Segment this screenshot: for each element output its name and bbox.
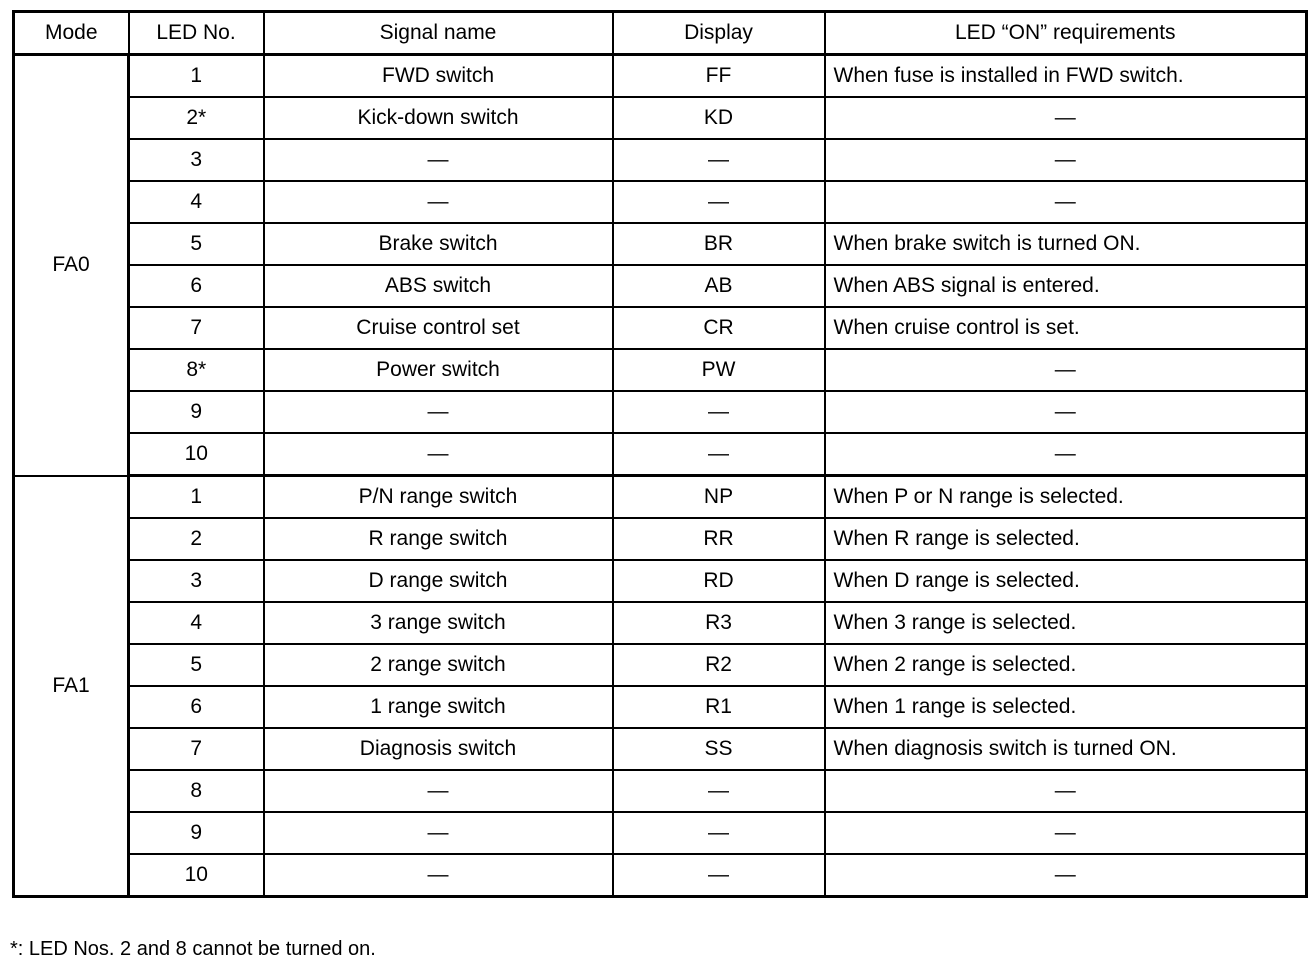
- signal-name-cell: —: [264, 854, 613, 897]
- requirement-cell: When diagnosis switch is turned ON.: [825, 728, 1307, 770]
- display-cell: R3: [613, 602, 825, 644]
- requirement-cell: When D range is selected.: [825, 560, 1307, 602]
- mode-cell: FA1: [14, 476, 129, 897]
- requirement-cell: When cruise control is set.: [825, 307, 1307, 349]
- signal-name-cell: —: [264, 812, 613, 854]
- requirement-cell: —: [825, 139, 1307, 181]
- table-row: [14, 391, 1307, 433]
- display-cell: —: [613, 812, 825, 854]
- display-cell: R2: [613, 644, 825, 686]
- led-number-cell: 6: [129, 686, 264, 728]
- signal-name-cell: D range switch: [264, 560, 613, 602]
- table-row: [14, 97, 1307, 139]
- header-row: [14, 12, 1307, 55]
- table-row: [14, 139, 1307, 181]
- led-number-cell: 6: [129, 265, 264, 307]
- requirement-cell: When ABS signal is entered.: [825, 265, 1307, 307]
- requirement-cell: —: [825, 391, 1307, 433]
- signal-name-cell: R range switch: [264, 518, 613, 560]
- led-number-cell: 3: [129, 560, 264, 602]
- led-number-cell: 5: [129, 223, 264, 265]
- led-number-cell: 7: [129, 728, 264, 770]
- signal-name-cell: P/N range switch: [264, 476, 613, 519]
- display-cell: FF: [613, 55, 825, 98]
- requirement-cell: —: [825, 433, 1307, 476]
- signal-name-cell: —: [264, 391, 613, 433]
- table-row: [14, 728, 1307, 770]
- table-row: [14, 265, 1307, 307]
- requirement-cell: —: [825, 181, 1307, 223]
- display-cell: NP: [613, 476, 825, 519]
- table-row: [14, 770, 1307, 812]
- requirement-cell: When 3 range is selected.: [825, 602, 1307, 644]
- led-number-cell: 3: [129, 139, 264, 181]
- display-cell: BR: [613, 223, 825, 265]
- signal-name-cell: Diagnosis switch: [264, 728, 613, 770]
- requirement-cell: When 1 range is selected.: [825, 686, 1307, 728]
- signal-name-cell: 1 range switch: [264, 686, 613, 728]
- led-number-cell: 2*: [129, 97, 264, 139]
- header-led-on-requirements: LED “ON” requirements: [825, 12, 1307, 55]
- display-cell: PW: [613, 349, 825, 391]
- requirement-cell: —: [825, 854, 1307, 897]
- display-cell: RR: [613, 518, 825, 560]
- requirement-cell: —: [825, 97, 1307, 139]
- led-number-cell: 7: [129, 307, 264, 349]
- signal-name-cell: ABS switch: [264, 265, 613, 307]
- signal-name-cell: FWD switch: [264, 55, 613, 98]
- led-number-cell: 1: [129, 55, 264, 98]
- display-cell: —: [613, 433, 825, 476]
- led-requirements-table: [12, 10, 1308, 898]
- display-cell: R1: [613, 686, 825, 728]
- signal-name-cell: 2 range switch: [264, 644, 613, 686]
- requirement-cell: When 2 range is selected.: [825, 644, 1307, 686]
- header-mode: Mode: [14, 12, 129, 55]
- led-number-cell: 1: [129, 476, 264, 519]
- table-row: [14, 223, 1307, 265]
- signal-name-cell: —: [264, 139, 613, 181]
- led-number-cell: 10: [129, 433, 264, 476]
- display-cell: —: [613, 391, 825, 433]
- table-row: [14, 644, 1307, 686]
- requirement-cell: —: [825, 349, 1307, 391]
- table-body: [14, 55, 1307, 897]
- table-row: [14, 686, 1307, 728]
- display-cell: —: [613, 770, 825, 812]
- signal-name-cell: —: [264, 770, 613, 812]
- header-led-no: LED No.: [129, 12, 264, 55]
- requirement-cell: —: [825, 812, 1307, 854]
- requirement-cell: —: [825, 770, 1307, 812]
- led-number-cell: 8*: [129, 349, 264, 391]
- table-row: [14, 307, 1307, 349]
- header-signal-name: Signal name: [264, 12, 613, 55]
- display-cell: —: [613, 181, 825, 223]
- signal-name-cell: Kick-down switch: [264, 97, 613, 139]
- table-row: [14, 602, 1307, 644]
- footnote: *: LED Nos. 2 and 8 cannot be turned on.: [10, 938, 376, 960]
- led-number-cell: 4: [129, 602, 264, 644]
- led-number-cell: 5: [129, 644, 264, 686]
- display-cell: —: [613, 139, 825, 181]
- requirement-cell: When R range is selected.: [825, 518, 1307, 560]
- display-cell: KD: [613, 97, 825, 139]
- header-display: Display: [613, 12, 825, 55]
- display-cell: SS: [613, 728, 825, 770]
- table-row: [14, 476, 1307, 519]
- signal-name-cell: Power switch: [264, 349, 613, 391]
- table-row: [14, 518, 1307, 560]
- led-number-cell: 9: [129, 391, 264, 433]
- signal-name-cell: 3 range switch: [264, 602, 613, 644]
- table-row: [14, 560, 1307, 602]
- led-number-cell: 2: [129, 518, 264, 560]
- led-number-cell: 10: [129, 854, 264, 897]
- display-cell: RD: [613, 560, 825, 602]
- led-number-cell: 9: [129, 812, 264, 854]
- requirement-cell: When brake switch is turned ON.: [825, 223, 1307, 265]
- requirement-cell: When P or N range is selected.: [825, 476, 1307, 519]
- led-number-cell: 4: [129, 181, 264, 223]
- display-cell: —: [613, 854, 825, 897]
- table-row: [14, 55, 1307, 98]
- signal-name-cell: Brake switch: [264, 223, 613, 265]
- mode-cell: FA0: [14, 55, 129, 476]
- signal-name-cell: Cruise control set: [264, 307, 613, 349]
- led-number-cell: 8: [129, 770, 264, 812]
- signal-name-cell: —: [264, 181, 613, 223]
- signal-name-cell: —: [264, 433, 613, 476]
- requirement-cell: When fuse is installed in FWD switch.: [825, 55, 1307, 98]
- display-cell: CR: [613, 307, 825, 349]
- display-cell: AB: [613, 265, 825, 307]
- table-row: [14, 349, 1307, 391]
- table-row: [14, 854, 1307, 897]
- table-row: [14, 433, 1307, 476]
- table-row: [14, 181, 1307, 223]
- table-row: [14, 812, 1307, 854]
